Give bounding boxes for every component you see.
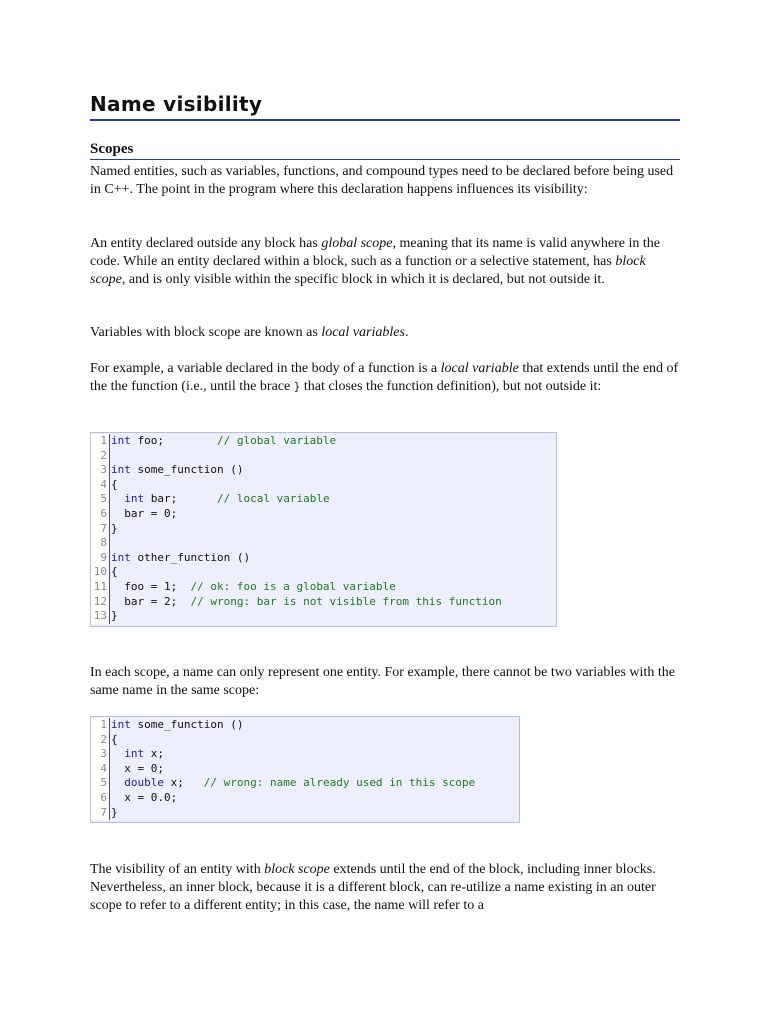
text-run: extends until the end of the block, including inner blocks. Nevertheless, an inner block, because it is a different block, can re-utilize a name existing in an outer scope to refer to a different entity; in this case, the name will refer to a bbox=[90, 862, 656, 913]
code-text bbox=[111, 762, 164, 777]
code-text bbox=[111, 492, 330, 507]
line-number: 2 bbox=[91, 733, 110, 748]
code-text bbox=[111, 565, 118, 580]
code-token bbox=[111, 776, 124, 789]
code-text bbox=[111, 718, 243, 733]
text-run: , and is only visible within the specific block in which it is declared, but not outside it. bbox=[121, 272, 605, 287]
paragraph-example bbox=[90, 360, 680, 396]
paragraph-inner-blocks bbox=[90, 861, 680, 915]
code-line bbox=[91, 536, 556, 551]
code-line bbox=[91, 551, 556, 566]
code-text bbox=[111, 733, 118, 748]
line-number: 4 bbox=[91, 478, 110, 493]
line-number: 9 bbox=[91, 551, 110, 566]
code-comment: // local variable bbox=[216, 492, 330, 506]
text-run: The visibility of an entity with bbox=[90, 862, 265, 877]
line-number: 5 bbox=[91, 492, 110, 507]
code-line bbox=[91, 478, 556, 493]
code-token: } bbox=[111, 805, 118, 819]
code-keyword: int bbox=[124, 492, 145, 506]
code-line bbox=[91, 492, 556, 507]
line-number: 1 bbox=[91, 718, 110, 733]
code-line bbox=[91, 609, 556, 624]
code-line bbox=[91, 791, 519, 806]
code-line bbox=[91, 776, 519, 791]
paragraph-one-entity: In each scope, a name can only represent one entity. For example, there cannot be two variables with the same name in the same scope: bbox=[90, 665, 675, 698]
text-run: For example, a variable declared in the body of a function is a bbox=[90, 361, 441, 376]
code-text bbox=[111, 806, 118, 821]
line-number: 5 bbox=[91, 776, 110, 791]
code-comment: // global variable bbox=[216, 434, 337, 447]
code-keyword: double bbox=[124, 776, 164, 790]
paragraph-intro: Named entities, such as variables, functions, and compound types need to be declared before being used in C++. The point in the program where this declaration happens influences its visibility: bbox=[90, 164, 674, 197]
code-line bbox=[91, 522, 556, 537]
code-token bbox=[111, 747, 124, 760]
code-block-duplicate-name bbox=[90, 716, 520, 823]
code-text bbox=[111, 507, 177, 522]
line-number: 3 bbox=[91, 463, 110, 478]
text-run: , meaning that its name is valid anywhere in the code. While an entity declared within a block, such as a function or a selective statement, has bbox=[90, 236, 660, 269]
code-line bbox=[91, 595, 556, 610]
code-token: some_function () bbox=[130, 463, 244, 477]
code-line bbox=[91, 580, 556, 595]
inline-code-brace: } bbox=[293, 380, 301, 393]
code-line bbox=[91, 463, 556, 478]
code-text bbox=[111, 434, 336, 449]
line-number: 7 bbox=[91, 806, 110, 821]
text-run: . bbox=[404, 325, 409, 340]
code-block-scope-example bbox=[90, 432, 557, 627]
term-global-scope: global scope bbox=[321, 236, 393, 251]
code-line bbox=[91, 565, 556, 580]
code-token: x; bbox=[144, 747, 164, 761]
line-number: 7 bbox=[91, 522, 110, 537]
line-number: 4 bbox=[91, 762, 110, 777]
code-token: } bbox=[111, 609, 118, 623]
line-number: 3 bbox=[91, 747, 110, 762]
text-run: that extends until the end of the the function (i.e., until the brace bbox=[90, 361, 679, 394]
term-block-scope: block scope bbox=[90, 254, 646, 287]
code-line bbox=[91, 733, 519, 748]
term-block-scope: block scope bbox=[264, 862, 330, 877]
line-number: 13 bbox=[91, 609, 110, 624]
code-token: { bbox=[111, 732, 118, 746]
code-token: x = 0; bbox=[111, 761, 164, 775]
code-token: x; bbox=[164, 776, 204, 790]
code-text bbox=[111, 747, 164, 762]
code-token: bar = 2; bbox=[111, 594, 191, 608]
code-text bbox=[111, 478, 118, 493]
code-token: foo; bbox=[130, 434, 217, 447]
code-line bbox=[91, 718, 519, 733]
code-text bbox=[111, 791, 177, 806]
code-token: } bbox=[111, 521, 118, 535]
line-number: 10 bbox=[91, 565, 110, 580]
code-keyword: int bbox=[124, 747, 145, 761]
code-token: { bbox=[111, 477, 118, 491]
text-run: Variables with block scope are known as bbox=[90, 325, 322, 340]
code-token: { bbox=[111, 565, 118, 579]
code-text bbox=[111, 580, 396, 595]
code-token: other_function () bbox=[130, 550, 251, 564]
code-text bbox=[111, 595, 502, 610]
paragraph-global-scope bbox=[90, 235, 680, 289]
line-number: 6 bbox=[91, 791, 110, 806]
code-text bbox=[111, 609, 118, 624]
code-token: bar; bbox=[144, 492, 217, 506]
page-title: Name visibility bbox=[90, 92, 680, 121]
code-keyword: int bbox=[111, 434, 131, 447]
code-text bbox=[111, 551, 250, 566]
code-line bbox=[91, 762, 519, 777]
text-run: that closes the function definition), but not outside it: bbox=[300, 379, 602, 394]
line-number: 2 bbox=[91, 449, 110, 464]
line-number: 8 bbox=[91, 536, 110, 551]
code-line bbox=[91, 449, 556, 464]
term-local-variable: local variable bbox=[440, 361, 519, 376]
code-line bbox=[91, 507, 556, 522]
line-number: 1 bbox=[91, 434, 110, 449]
section-heading-scopes: Scopes bbox=[90, 140, 680, 160]
code-line bbox=[91, 434, 556, 449]
code-text bbox=[111, 776, 475, 791]
code-token bbox=[111, 492, 124, 505]
term-local-variables: local variables bbox=[321, 325, 405, 340]
code-text bbox=[111, 463, 243, 478]
code-text bbox=[111, 522, 118, 537]
code-line bbox=[91, 806, 519, 821]
line-number: 12 bbox=[91, 595, 110, 610]
code-comment: // wrong: name already used in this scope bbox=[203, 776, 476, 790]
code-keyword: int bbox=[111, 718, 131, 731]
code-token: bar = 0; bbox=[111, 506, 178, 520]
line-number: 6 bbox=[91, 507, 110, 522]
code-keyword: int bbox=[111, 550, 131, 564]
code-token: foo = 1; bbox=[111, 579, 191, 593]
code-line bbox=[91, 747, 519, 762]
text-run: An entity declared outside any block has bbox=[90, 236, 322, 251]
code-comment: // wrong: bar is not visible from this function bbox=[190, 594, 502, 608]
code-keyword: int bbox=[111, 463, 131, 477]
code-comment: // ok: foo is a global variable bbox=[190, 579, 396, 593]
code-token: x = 0.0; bbox=[111, 790, 178, 804]
code-token: some_function () bbox=[130, 718, 244, 731]
line-number: 11 bbox=[91, 580, 110, 595]
paragraph-local-variables bbox=[90, 324, 680, 342]
